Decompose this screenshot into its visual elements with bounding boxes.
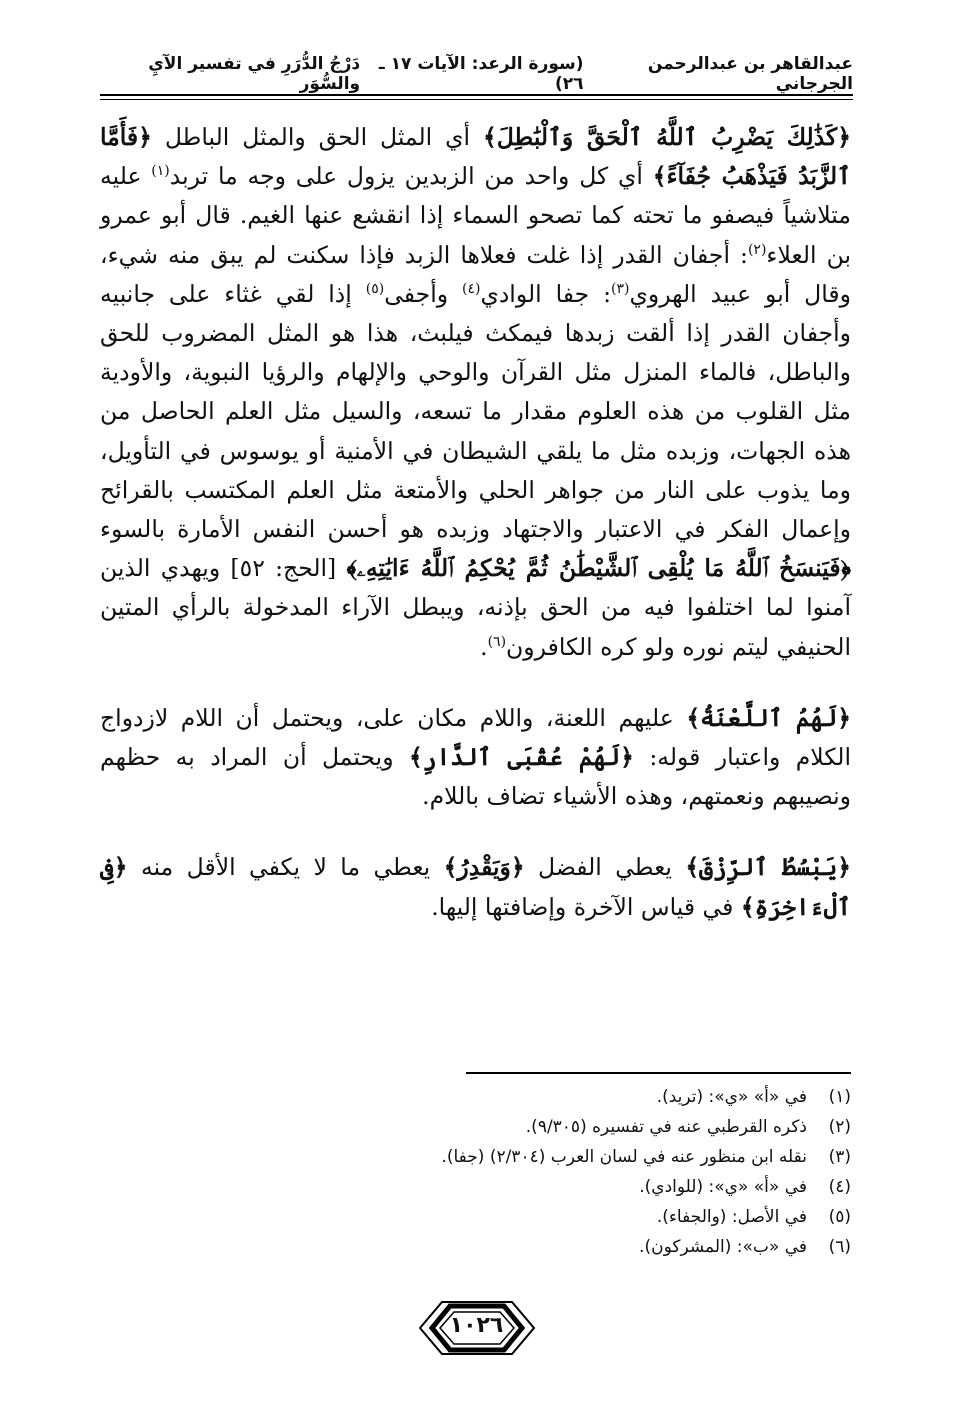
quran-verse: ﴿فِى ٱلْءَاخِرَةِ﴾ (100, 853, 851, 921)
quran-verse: ﴿وَيَقْدِرُ﴾ (443, 853, 525, 882)
commentary-text: يعطي ما لا يكفي الأقل منه (127, 853, 444, 882)
footnote-ref-2[interactable]: (٢) (747, 241, 767, 258)
quran-verse: ﴿لَهُمْ عُقْبَى ٱلدَّارِ﴾ (408, 743, 634, 772)
footnote-ref-4[interactable]: (٤) (461, 280, 481, 297)
footnote-number: (٥) (828, 1207, 851, 1227)
footnote-6 (300, 1232, 851, 1262)
footnote-number: (١) (828, 1087, 851, 1107)
footnote-3 (300, 1142, 851, 1172)
commentary-text: : أجفان القدر إذا غلت فعلاها الزبد فإذا سكنت لم يبق منه شيء، وقال أبو عبيد الهروي (100, 240, 851, 308)
footnote-ref-1[interactable]: (١) (151, 163, 170, 180)
footnote-2 (300, 1112, 851, 1142)
commentary-text: أي كل واحد من الزبدين يزول على وجه ما تربد (169, 162, 653, 191)
footnote-separator (466, 1072, 851, 1074)
commentary-text: : جفا الوادي (480, 279, 611, 308)
paragraph-3 (100, 848, 851, 926)
footnotes (300, 1082, 851, 1262)
commentary-text: يعطي الفضل (524, 853, 686, 882)
commentary-text: . (480, 632, 488, 661)
footnote-ref-3[interactable]: (٣) (611, 280, 630, 297)
footnote-text: في «أ» «ي»: (للوادي). (639, 1177, 807, 1197)
commentary-text: في قياس الآخرة وإضافتها إليها. (431, 892, 741, 921)
footnote-text: في الأصل: (والجفاء). (656, 1207, 807, 1227)
footnote-4 (300, 1172, 851, 1202)
footnote-5 (300, 1202, 851, 1232)
header-rule (100, 94, 853, 100)
commentary-text: وأجفى (384, 279, 462, 308)
page-number: ١٠٢٦ (449, 1313, 504, 1338)
paragraph-1 (100, 118, 851, 667)
main-text (100, 118, 851, 927)
commentary-text: أي المثل الحق والمثل الباطل (151, 123, 483, 151)
footnote-text: نقله ابن منظور عنه في لسان العرب (٢/٣٠٤) (جفا). (441, 1147, 807, 1167)
quran-verse: ﴿يَبْسُطُ ٱلرِّزْقَ﴾ (685, 853, 851, 882)
page-number-ornament (412, 1298, 542, 1358)
footnote-number: (٣) (828, 1147, 851, 1167)
footnote-text: في «ب»: (المشركون). (639, 1237, 807, 1257)
paragraph-2 (100, 699, 851, 817)
quran-verse: ﴿لَهُمُ ٱللَّعْنَةُ﴾ (686, 703, 851, 732)
quran-verse: ﴿كَذَٰلِكَ يَضْرِبُ ٱللَّهُ ٱلْحَقَّ وَٱلْبَٰطِلَ﴾ (482, 123, 851, 151)
quran-verse: ﴿فَيَنسَخُ ٱللَّهُ مَا يُلْقِى ٱلشَّيْطَٰنُ ثُمَّ يُحْكِمُ ٱللَّهُ ءَايَٰتِهِۦ﴾ (346, 554, 852, 583)
footnote-ref-5[interactable]: (٥) (365, 280, 385, 297)
header-author: عبدالقاهر بن عبدالرحمن الجرجاني (647, 54, 853, 94)
quran-verse: ﴿فَأَمَّا ٱلزَّبَدُ فَيَذْهَبُ جُفَآءً﴾ (100, 123, 851, 191)
commentary-text: إذا لقي غثاء على جانبيه وأجفان القدر إذا ألقت زبدها فيمكث فيلبث، هذا هو المثل المضروب للحق والباطل، فالماء المنزل مثل القرآن والوحي والإلهام والرؤيا النبوية، والأودية مثل القلوب من هذه العلوم مقدار ما تسعه، والسيل مثل العلم الحاصل من هذه الجهات، وزبده مثل ما يلقي الشيطان في الأمنية أو يوسوس في التأويل، وما يذوب على النار من جواهر الحلي والأمتعة مثل العلم المكتسب بالقرائح وإعمال الفكر في الاعتبار والاجتهاد وزبده هو أحسن النفس الأمارة بالسوء (100, 279, 851, 544)
header-section: (سورة الرعد: الآيات ١٧ ـ ٢٦) (378, 54, 584, 94)
footnote-text: في «أ» «ي»: (تريد). (656, 1087, 807, 1107)
commentary-text: عليه متلاشياً فيصفو ما تحته كما تصحو السماء إذا انقشع عنها الغيم. قال أبو عمرو بن العلاء (100, 162, 852, 269)
footnote-number: (٢) (828, 1117, 851, 1137)
footnote-ref-6[interactable]: (٦) (487, 633, 507, 650)
footnote-number: (٤) (828, 1177, 851, 1197)
commentary-text: عليهم اللعنة، واللام مكان على، ويحتمل أن اللام لازدواج الكلام واعتبار قوله: (100, 703, 851, 772)
running-header (100, 56, 853, 92)
footnote-1 (300, 1082, 851, 1112)
commentary-text: [الحج: ٥٢] ويهدي الذين آمنوا لما اختلفوا فيه من الحق بإذنه، ويبطل الآراء المدخولة بالرأي المتين الحنيفي ليتم نوره ولو كره الكافرون (100, 554, 851, 661)
header-book-title: دَرْجُ الدُّرَرِ في تفسير الآيِ والسُّوَرِ (148, 54, 361, 94)
footnote-text: ذكره القرطبي عنه في تفسيره (٩/٣٠٥). (525, 1117, 807, 1137)
commentary-text: ويحتمل أن المراد به حظهم ونصيبهم ونعمتهم، وهذه الأشياء تضاف باللام. (100, 743, 851, 811)
footnote-number: (٦) (828, 1237, 851, 1257)
